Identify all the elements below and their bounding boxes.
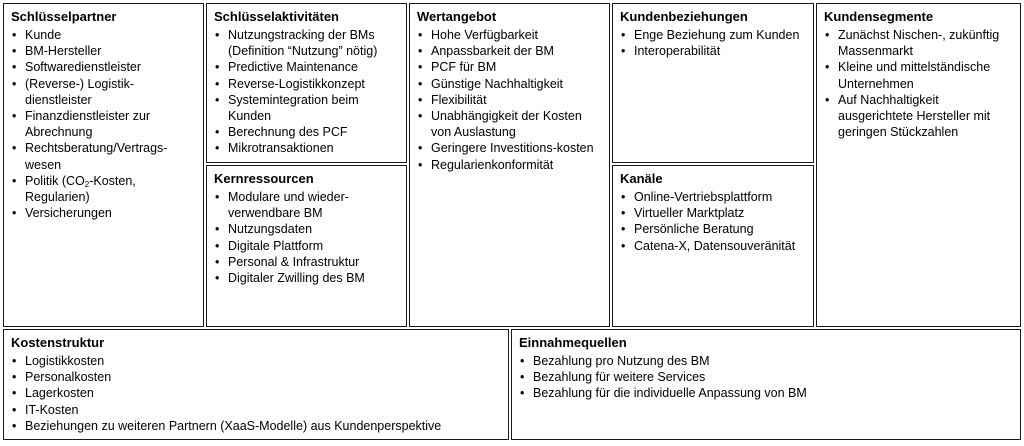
- list-item: • Logistikkosten: [11, 353, 501, 369]
- list-item: • Finanzdienstleister zur Abrechnung: [11, 108, 196, 140]
- list-item: • Bezahlung pro Nutzung des BM: [519, 353, 1013, 369]
- key-activities-title: Schlüsselaktivitäten: [214, 9, 339, 24]
- list-item: • Hohe Verfügbarkeit: [417, 27, 602, 43]
- list-item: • Interoperabilität: [620, 43, 806, 59]
- list-item: • Auf Nachhaltigkeit ausgerichtete Hersteller mit geringen Stückzahlen: [824, 92, 1013, 141]
- list-item: • Systemintegration beim Kunden: [214, 92, 399, 124]
- politics-subscript: 2: [84, 179, 90, 189]
- customer-segments-box: [816, 3, 1021, 327]
- list-item: • Modulare und wieder-verwendbare BM: [214, 189, 399, 221]
- list-item: • Predictive Maintenance: [214, 59, 399, 75]
- list-item: • Regularienkonformität: [417, 157, 602, 173]
- list-item: • Nutzungsdaten: [214, 221, 399, 237]
- key-activities-box: [206, 3, 407, 163]
- list-item: • Kleine und mittelständische Unternehmen: [824, 59, 1013, 91]
- list-item: • Unabhängigkeit der Kosten von Auslastung: [417, 108, 602, 140]
- key-resources-box: [206, 165, 407, 327]
- customer-segments-title: Kundensegmente: [824, 9, 934, 24]
- cost-structure-list: [11, 353, 501, 434]
- list-item: • Bezahlung für die individuelle Anpassung von BM: [519, 385, 1013, 401]
- list-item: • BM-Hersteller: [11, 43, 196, 59]
- list-item: • Flexibilität: [417, 92, 602, 108]
- list-item: • (Reverse-) Logistik-dienstleister: [11, 76, 196, 108]
- revenue-streams-title: Einnahmequellen: [519, 335, 627, 350]
- key-partners-list: [11, 27, 196, 221]
- list-item: • Virtueller Marktplatz: [620, 205, 806, 221]
- customer-relationships-box: [612, 3, 814, 163]
- customer-relationships-list: [620, 27, 806, 59]
- list-item: • Kunde: [11, 27, 196, 43]
- channels-box: [612, 165, 814, 327]
- cost-structure-title: Kostenstruktur: [11, 335, 105, 350]
- value-proposition-list: [417, 27, 602, 173]
- list-item: • Beziehungen zu weiteren Partnern (XaaS-Modelle) aus Kundenperspektive: [11, 418, 501, 434]
- value-proposition-title: Wertangebot: [417, 9, 497, 24]
- list-item: • Digitaler Zwilling des BM: [214, 270, 399, 286]
- list-item: • Softwaredienstleister: [11, 59, 196, 75]
- list-item: • Günstige Nachhaltigkeit: [417, 76, 602, 92]
- key-resources-title: Kernressourcen: [214, 171, 314, 186]
- list-item: • Persönliche Beratung: [620, 221, 806, 237]
- customer-segments-list: [824, 27, 1013, 140]
- list-item: • Anpassbarkeit der BM: [417, 43, 602, 59]
- revenue-streams-box: [511, 329, 1021, 440]
- customer-relationships-title: Kundenbeziehungen: [620, 9, 748, 24]
- list-item: • Rechtsberatung/Vertrags-wesen: [11, 140, 196, 172]
- list-item: • Mikrotransaktionen: [214, 140, 399, 156]
- key-partners-box: [3, 3, 204, 327]
- channels-list: [620, 189, 806, 254]
- list-item: • Geringere Investitions-kosten: [417, 140, 602, 156]
- list-item: • Bezahlung für weitere Services: [519, 369, 1013, 385]
- key-partners-title: Schlüsselpartner: [11, 9, 117, 24]
- politics-text-after: -Kosten, Regularien): [25, 173, 136, 205]
- list-item: • Enge Beziehung zum Kunden: [620, 27, 806, 43]
- list-item: • IT-Kosten: [11, 402, 501, 418]
- key-activities-list: [214, 27, 399, 157]
- politics-text-before: Politik (CO: [25, 173, 85, 188]
- list-item: • Personal & Infrastruktur: [214, 254, 399, 270]
- list-item: • Catena-X, Datensouveränität: [620, 238, 806, 254]
- revenue-streams-list: [519, 353, 1013, 402]
- list-item: • Reverse-Logistikkonzept: [214, 76, 399, 92]
- value-proposition-box: [409, 3, 610, 327]
- list-item: • Nutzungstracking der BMs (Definition “Nutzung” nötig): [214, 27, 399, 59]
- list-item: • Personalkosten: [11, 369, 501, 385]
- list-item: • Berechnung des PCF: [214, 124, 399, 140]
- list-item: • Lagerkosten: [11, 385, 501, 401]
- list-item: • Zunächst Nischen-, zukünftig Massenmarkt: [824, 27, 1013, 59]
- list-item-politics: [11, 173, 196, 205]
- cost-structure-box: [3, 329, 509, 440]
- channels-title: Kanäle: [620, 171, 663, 186]
- list-item: • PCF für BM: [417, 59, 602, 75]
- list-item: • Online-Vertriebsplattform: [620, 189, 806, 205]
- list-item: • Digitale Plattform: [214, 238, 399, 254]
- list-item: • Versicherungen: [11, 205, 196, 221]
- key-resources-list: [214, 189, 399, 286]
